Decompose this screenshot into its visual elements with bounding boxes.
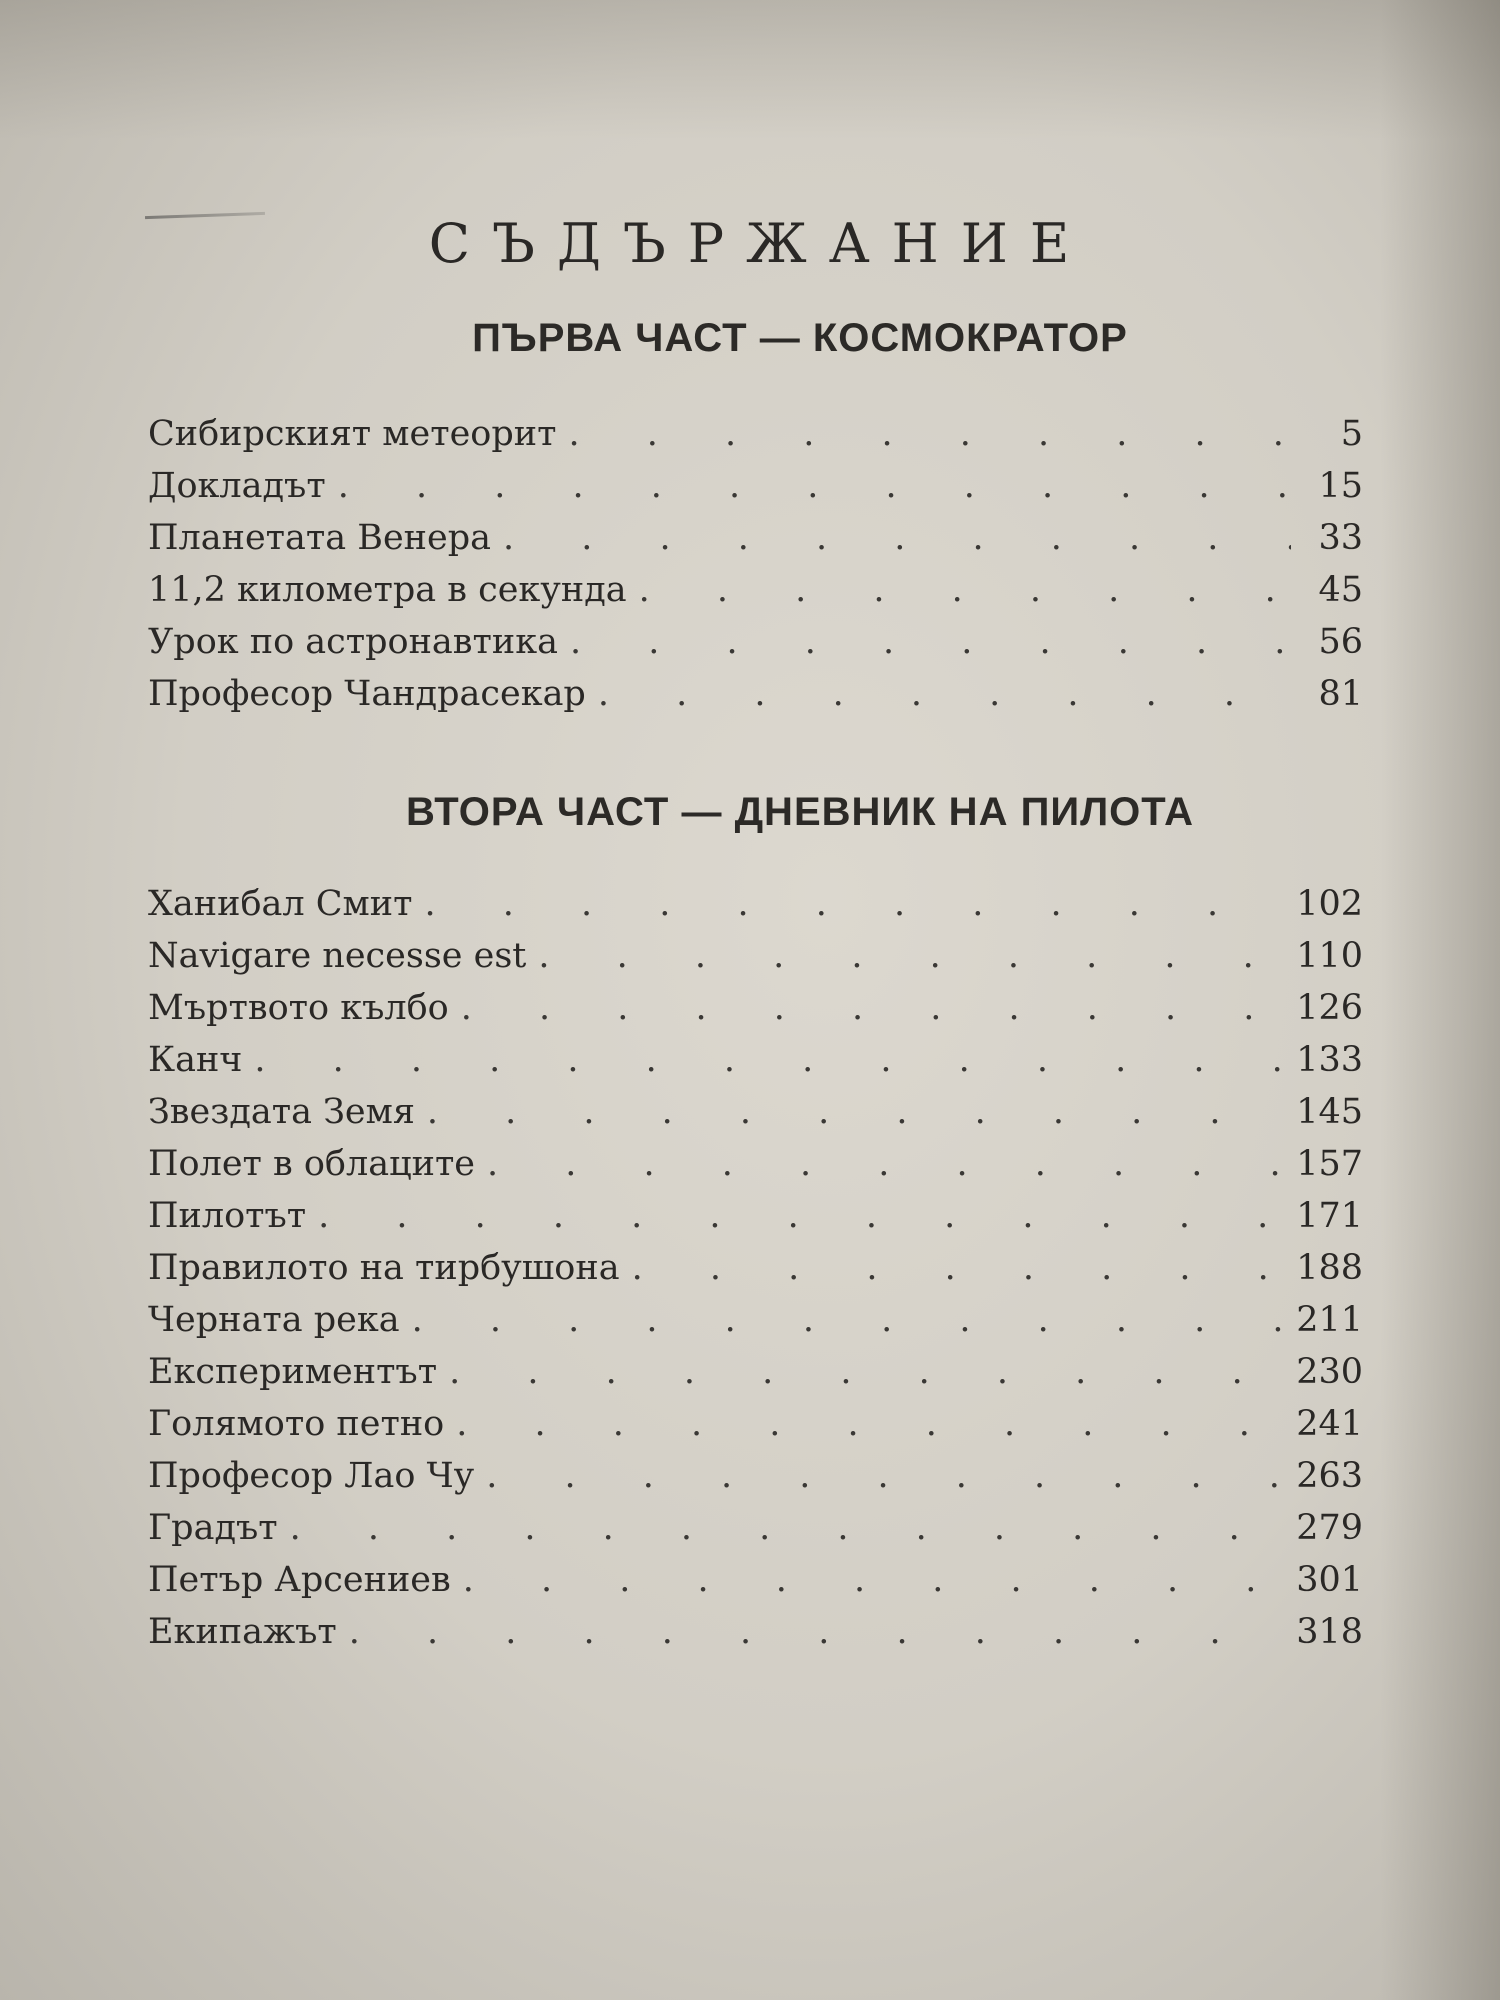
toc-entry[interactable] — [148, 1502, 1363, 1554]
toc-entry[interactable] — [148, 1606, 1363, 1658]
part-one-heading: ПЪРВА ЧАСТ — КОСМОКРАТОР — [472, 316, 1128, 360]
toc-entry-title: Петър Арсениев — [148, 1560, 451, 1600]
toc-entry-page: 301 — [1296, 1560, 1363, 1600]
dot-leader — [570, 616, 1291, 668]
dot-leader — [254, 1034, 1284, 1086]
toc-entry-page: 263 — [1296, 1456, 1363, 1496]
toc-entry-title: Екипажът — [148, 1612, 337, 1652]
dot-leader — [349, 1606, 1284, 1658]
toc-part-two — [148, 878, 1363, 1658]
toc-entry-page: 110 — [1296, 936, 1363, 976]
dot-leader — [632, 1242, 1285, 1294]
toc-entry[interactable] — [148, 1450, 1363, 1502]
toc-entry[interactable] — [148, 1554, 1363, 1606]
toc-entry[interactable] — [148, 1034, 1363, 1086]
toc-entry[interactable] — [148, 460, 1363, 512]
toc-entry-page: 145 — [1296, 1092, 1363, 1132]
dot-leader — [487, 1138, 1284, 1190]
toc-entry[interactable] — [148, 564, 1363, 616]
dot-leader — [639, 564, 1291, 616]
toc-entry-page: 15 — [1318, 466, 1363, 506]
dot-leader — [503, 512, 1291, 564]
dot-leader — [412, 1294, 1285, 1346]
toc-entry[interactable] — [148, 616, 1363, 668]
toc-entry-title: 11,2 километра в секунда — [148, 570, 627, 610]
toc-entry-page: 211 — [1296, 1300, 1363, 1340]
toc-entry-title: Мъртвото кълбо — [148, 988, 449, 1028]
toc-entry-title: Градът — [148, 1508, 278, 1548]
toc-entry[interactable] — [148, 1138, 1363, 1190]
toc-entry[interactable] — [148, 512, 1363, 564]
toc-entry-page: 279 — [1296, 1508, 1363, 1548]
toc-entry-title: Професор Лао Чу — [148, 1456, 475, 1496]
toc-entry-title: Голямото петно — [148, 1404, 445, 1444]
dot-leader — [598, 668, 1291, 720]
dot-leader — [449, 1346, 1284, 1398]
toc-entry-page: 5 — [1340, 414, 1363, 454]
toc-entry-page: 230 — [1296, 1352, 1363, 1392]
part-two-heading: ВТОРА ЧАСТ — ДНЕВНИК НА ПИЛОТА — [405, 790, 1195, 834]
toc-entry-title: Ханибал Смит — [148, 884, 413, 924]
dot-leader — [427, 1086, 1284, 1138]
dot-leader — [568, 408, 1291, 460]
toc-entry[interactable] — [148, 1086, 1363, 1138]
toc-entry-page: 56 — [1318, 622, 1363, 662]
toc-entry-title: Полет в облаците — [148, 1144, 476, 1184]
dot-leader — [538, 930, 1284, 982]
toc-entry[interactable] — [148, 1398, 1363, 1450]
toc-entry[interactable] — [148, 982, 1363, 1034]
toc-entry-page: 33 — [1318, 518, 1363, 558]
toc-entry-page: 133 — [1296, 1040, 1363, 1080]
toc-entry-title: Правилото на тирбушона — [148, 1248, 620, 1288]
toc-entry-page: 45 — [1318, 570, 1363, 610]
toc-entry-page: 157 — [1296, 1144, 1363, 1184]
toc-entry-title: Урок по астронавтика — [148, 622, 558, 662]
toc-entry[interactable] — [148, 1242, 1363, 1294]
toc-entry-page: 241 — [1296, 1404, 1363, 1444]
dot-leader — [486, 1450, 1284, 1502]
toc-entry[interactable] — [148, 1294, 1363, 1346]
toc-entry-title: Сибирският метеорит — [148, 414, 557, 454]
toc-entry-page: 126 — [1296, 988, 1363, 1028]
dot-leader — [424, 878, 1284, 930]
toc-entry-title: Експериментът — [148, 1352, 438, 1392]
dot-leader — [456, 1398, 1284, 1450]
toc-entry-title: Navigare necesse est — [148, 936, 527, 976]
dot-leader — [338, 460, 1291, 512]
dot-leader — [463, 1554, 1284, 1606]
toc-entry-title: Пилотът — [148, 1196, 307, 1236]
toc-entry[interactable] — [148, 1190, 1363, 1242]
toc-entry[interactable] — [148, 1346, 1363, 1398]
page-shadow-top — [0, 0, 1500, 140]
toc-entry-title: Черната река — [148, 1300, 400, 1340]
toc-entry[interactable] — [148, 930, 1363, 982]
toc-entry[interactable] — [148, 668, 1363, 720]
dot-leader — [290, 1502, 1285, 1554]
toc-entry[interactable] — [148, 408, 1363, 460]
toc-entry[interactable] — [148, 878, 1363, 930]
toc-entry-page: 171 — [1296, 1196, 1363, 1236]
dot-leader — [318, 1190, 1284, 1242]
toc-entry-page: 102 — [1296, 884, 1363, 924]
page-shadow-right — [1380, 0, 1500, 2000]
toc-entry-title: Докладът — [148, 466, 326, 506]
toc-entry-page: 318 — [1296, 1612, 1363, 1652]
dot-leader — [461, 982, 1284, 1034]
toc-entry-page: 188 — [1296, 1248, 1363, 1288]
toc-entry-title: Звездата Земя — [148, 1092, 415, 1132]
page-title: СЪДЪРЖАНИЕ — [428, 212, 1092, 275]
toc-entry-title: Професор Чандрасекар — [148, 674, 586, 714]
toc-part-one — [148, 408, 1363, 720]
toc-entry-page: 81 — [1318, 674, 1363, 714]
toc-entry-title: Планетата Венера — [148, 518, 491, 558]
toc-entry-title: Канч — [148, 1040, 243, 1080]
